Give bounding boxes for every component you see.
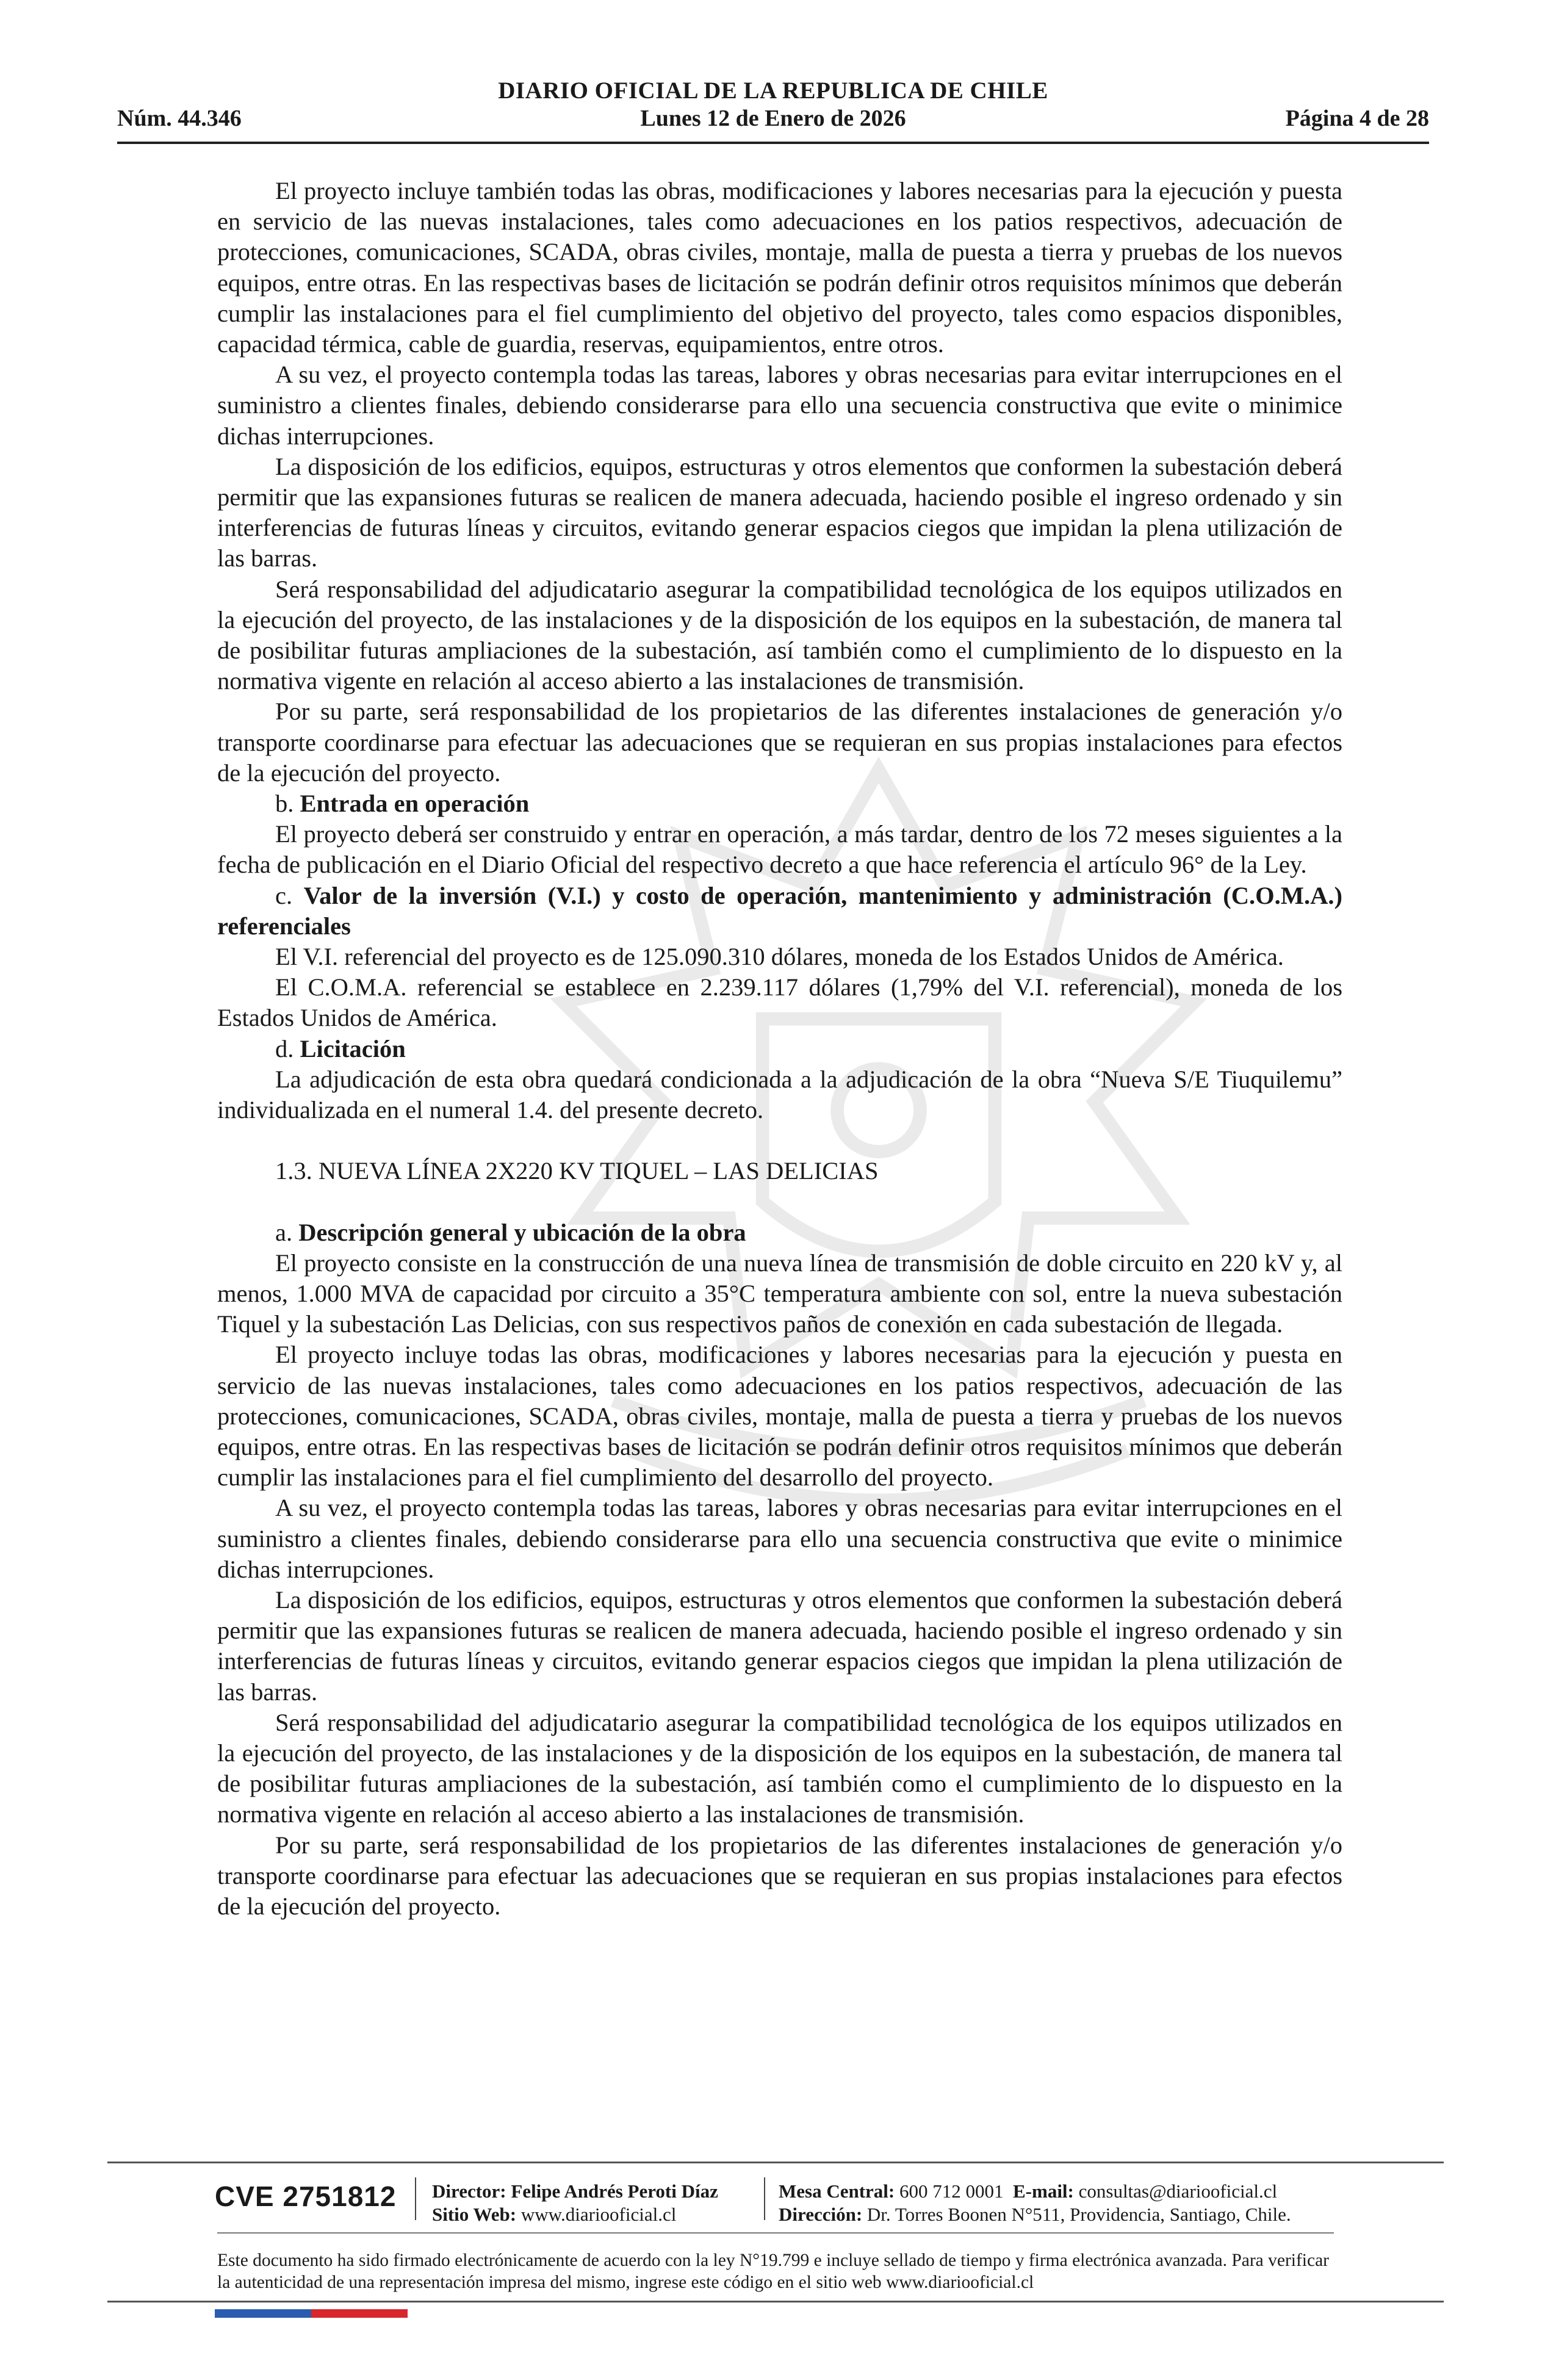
phone-number: 600 712 0001 <box>899 2180 1004 2202</box>
address-label: Dirección: <box>779 2204 863 2225</box>
publication-date: Lunes 12 de Enero de 2026 <box>640 106 906 131</box>
document-body <box>217 176 1342 1922</box>
paragraph: El proyecto consiste en la construcción de una nueva línea de transmisión de doble circuito en 220 kV y, al menos, 1.000 MVA de capacidad por circuito a 35°C temperatura ambiente con sol, entre la nueva subestación Tiquel y la subestación Las Delicias, con sus respectivos paños de conexión en cada subestación de llegada. <box>217 1249 1342 1338</box>
director-label: Director: <box>432 2180 506 2202</box>
footer-divider-top <box>107 2162 1444 2163</box>
footer-separator <box>764 2177 765 2220</box>
footer-director-block <box>432 2180 718 2226</box>
address-value: Dr. Torres Boonen N°511, Providencia, Santiago, Chile. <box>866 2204 1291 2225</box>
website-link[interactable]: www.diariooficial.cl <box>520 2204 677 2225</box>
legal-notice: Este documento ha sido firmado electrónicamente de acuerdo con la ley N°19.799 e incluye sellado de tiempo y firma electrónica avanzada. Para verificar la autenticidad de una representación impresa del mismo, ingrese este código en el sitio web www.diariooficial.cl <box>217 2251 1329 2292</box>
subsection-letter: c. <box>275 881 293 909</box>
paragraph: El proyecto incluye todas las obras, modificaciones y labores necesarias para la ejecución y puesta en servicio de las nuevas instalaciones, tales como adecuaciones en los patios respectivos, adecuación de las protecciones, comunicaciones, SCADA, obras civiles, montaje, malla de puesta a tierra y pruebas de los nuevos equipos, entre otras. En las respectivas bases de licitación se podrán definir otros requisitos mínimos que deberán cumplir las instalaciones para el fiel cumplimiento del desarrollo del proyecto. <box>217 1341 1342 1491</box>
subsection-heading-d <box>217 1034 1342 1064</box>
website-label: Sitio Web: <box>432 2204 517 2225</box>
footer-contact-block <box>779 2180 1291 2226</box>
flag-stripe-red <box>311 2309 408 2318</box>
contact-line <box>779 2180 1291 2203</box>
header-divider <box>117 142 1429 144</box>
cve-code: CVE 2751812 <box>215 2180 397 2212</box>
footer-divider-bottom <box>107 2301 1444 2302</box>
subsection-title: Licitación <box>300 1034 406 1062</box>
subsection-title: Descripción general y ubicación de la obra <box>298 1218 746 1246</box>
footer-divider-mid <box>217 2232 1334 2234</box>
footer-separator <box>415 2177 416 2220</box>
phone-label: Mesa Central: <box>779 2180 895 2202</box>
paragraph: A su vez, el proyecto contempla todas las tareas, labores y obras necesarias para evitar interrupciones en el suministro a clientes finales, debiendo considerarse para ello una secuencia constructiva que evite o minimice dichas interrupciones. <box>217 1494 1342 1583</box>
website-line <box>432 2203 718 2226</box>
director-name: Felipe Andrés Peroti Díaz <box>511 2180 718 2202</box>
paragraph: Por su parte, será responsabilidad de los propietarios de las diferentes instalaciones de generación y/o transporte coordinarse para efectuar las adecuaciones que se requieran en sus propias instalaciones para efectos de la ejecución del proyecto. <box>217 698 1342 787</box>
email-link[interactable]: consultas@diariooficial.cl <box>1078 2180 1278 2202</box>
issue-number: Núm. 44.346 <box>117 106 242 131</box>
address-line <box>779 2203 1291 2226</box>
paragraph: Por su parte, será responsabilidad de los propietarios de las diferentes instalaciones de generación y/o transporte coordinarse para efectuar las adecuaciones que se requieran en sus propias instalaciones para efectos de la ejecución del proyecto. <box>217 1831 1342 1920</box>
subsection-letter: b. <box>275 790 294 818</box>
subsection-heading-a <box>217 1217 1342 1248</box>
page-number: Página 4 de 28 <box>1285 106 1429 131</box>
paragraph: El C.O.M.A. referencial se establece en 2.239.117 dólares (1,79% del V.I. referencial), moneda de los Estados Unidos de América. <box>217 973 1342 1032</box>
subsection-heading-c <box>217 881 1342 942</box>
section-heading: 1.3. NUEVA LÍNEA 2X220 KV TIQUEL – LAS DELICIAS <box>275 1157 879 1185</box>
paragraph: La adjudicación de esta obra quedará condicionada a la adjudicación de la obra “Nueva S/E Tiuquilemu” individualizada en el numeral 1.4. del presente decreto. <box>217 1065 1342 1124</box>
subsection-title: Entrada en operación <box>300 790 530 818</box>
paragraph: El V.I. referencial del proyecto es de 125.090.310 dólares, moneda de los Estados Unidos de América. <box>275 943 1284 971</box>
paragraph: Será responsabilidad del adjudicatario asegurar la compatibilidad tecnológica de los equipos utilizados en la ejecución del proyecto, de las instalaciones y de la disposición de los equipos en la subestación, de manera tal de posibilitar futuras ampliaciones de la subestación, así también como el cumplimiento de lo dispuesto en la normativa vigente en relación al acceso abierto a las instalaciones de transmisión. <box>217 575 1342 695</box>
subsection-heading-b <box>217 788 1342 819</box>
subsection-title: Valor de la inversión (V.I.) y costo de operación, mantenimiento y administración (C.O.M.A.) referenciales <box>217 881 1342 940</box>
publication-title: DIARIO OFICIAL DE LA REPUBLICA DE CHILE <box>498 78 1048 104</box>
subsection-letter: a. <box>275 1218 293 1246</box>
paragraph: La disposición de los edificios, equipos, estructuras y otros elementos que conformen la subestación deberá permitir que las expansiones futuras se realicen de manera adecuada, haciendo posible el ingreso ordenado y sin interferencias de futuras líneas y circuitos, evitando generar espacios ciegos que impidan la plena utilización de las barras. <box>217 452 1342 572</box>
page-header <box>117 77 1429 144</box>
email-label: E-mail: <box>1013 2180 1074 2202</box>
paragraph: A su vez, el proyecto contempla todas las tareas, labores y obras necesarias para evitar interrupciones en el suministro a clientes finales, debiendo considerarse para ello una secuencia constructiva que evite o minimice dichas interrupciones. <box>217 361 1342 450</box>
paragraph: El proyecto deberá ser construido y entrar en operación, a más tardar, dentro de los 72 meses siguientes a la fecha de publicación en el Diario Oficial del respectivo decreto a que hace referencia el artículo 96° de la Ley. <box>217 820 1342 879</box>
paragraph: Será responsabilidad del adjudicatario asegurar la compatibilidad tecnológica de los equipos utilizados en la ejecución del proyecto, de las instalaciones y de la disposición de los equipos en la subestación, de manera tal de posibilitar futuras ampliaciones de la subestación, así también como el cumplimiento de lo dispuesto en la normativa vigente en relación al acceso abierto a las instalaciones de transmisión. <box>217 1708 1342 1828</box>
paragraph: El proyecto incluye también todas las obras, modificaciones y labores necesarias para la ejecución y puesta en servicio de las nuevas instalaciones, tales como adecuaciones en los patios respectivos, adecuación de protecciones, comunicaciones, SCADA, obras civiles, montaje, malla de puesta a tierra y pruebas de los nuevos equipos, entre otras. En las respectivas bases de licitación se podrán definir otros requisitos mínimos que deberán cumplir las instalaciones para el fiel cumplimiento del objetivo del proyecto, tales como espacios disponibles, capacidad térmica, cable de guardia, reservas, equipamientos, entre otros. <box>217 177 1342 358</box>
director-line <box>432 2180 718 2203</box>
subsection-letter: d. <box>275 1034 294 1062</box>
paragraph: La disposición de los edificios, equipos, estructuras y otros elementos que conformen la subestación deberá permitir que las expansiones futuras se realicen de manera adecuada, haciendo posible el ingreso ordenado y sin interferencias de futuras líneas y circuitos, evitando generar espacios ciegos que impidan la plena utilización de las barras. <box>217 1585 1342 1706</box>
flag-stripe-blue <box>215 2309 311 2318</box>
